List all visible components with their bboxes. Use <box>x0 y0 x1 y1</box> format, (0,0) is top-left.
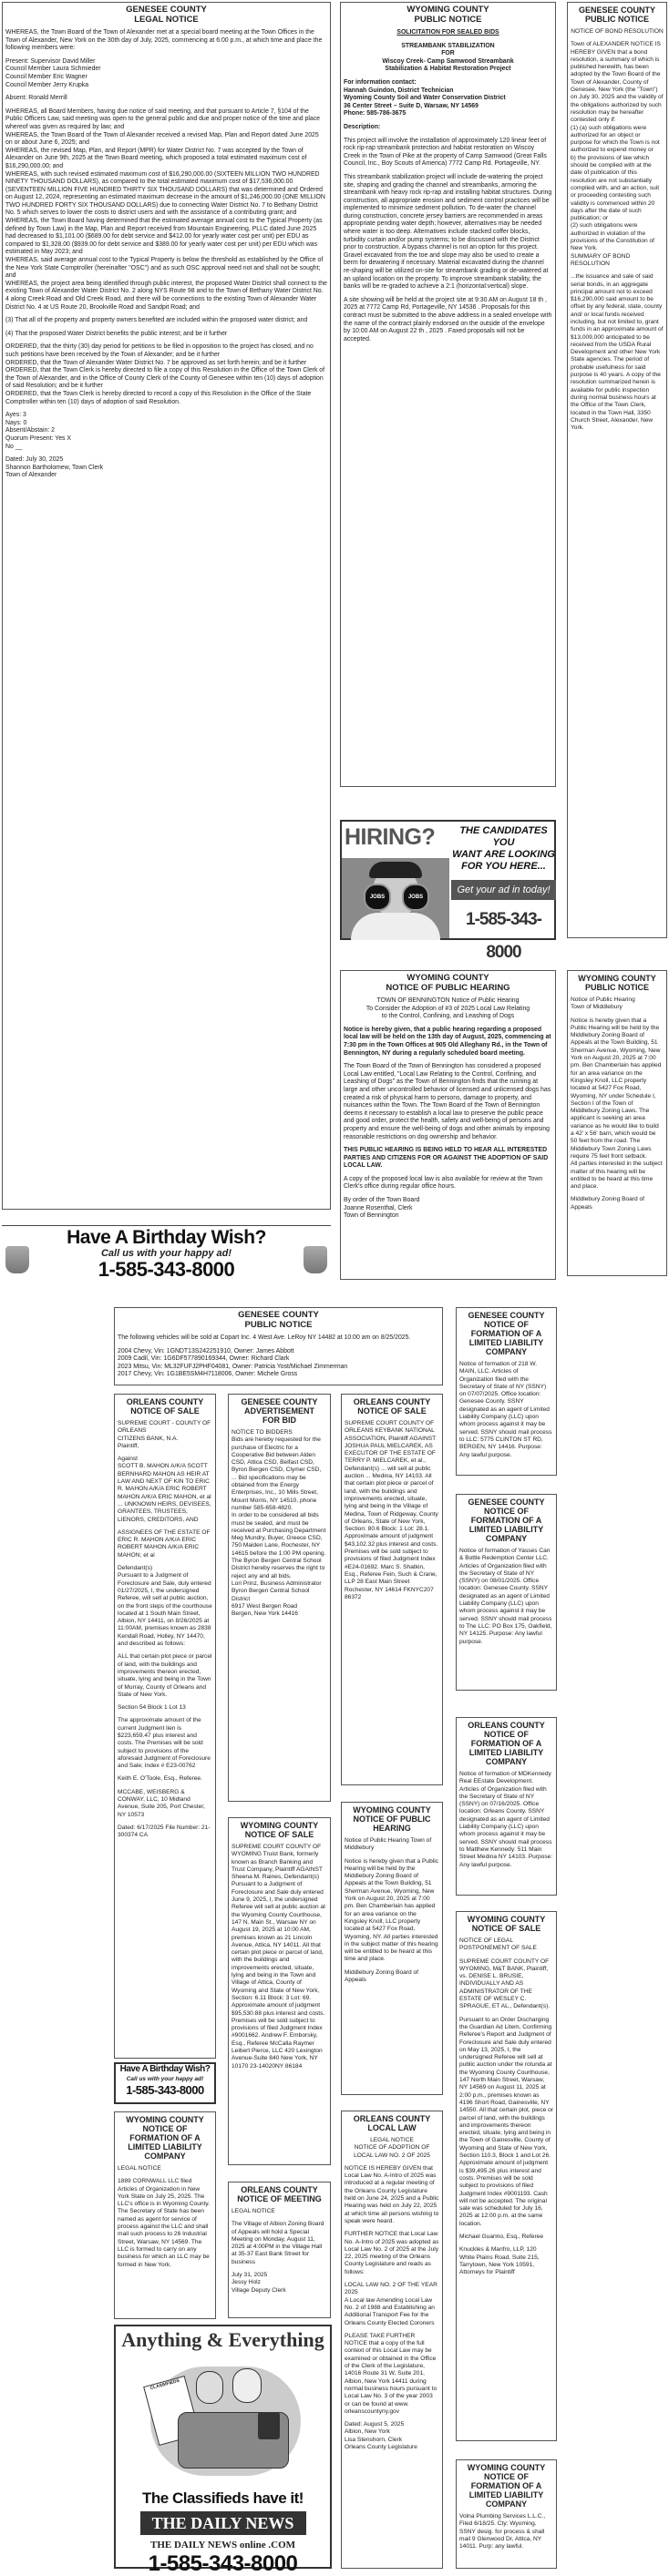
middlebury-public-notice <box>567 970 667 1276</box>
notice-header-line: FORMATION OF A <box>470 1516 542 1525</box>
classifieds-ad-title: Anything & Everything <box>121 2328 324 2351</box>
classifieds-ad-tagline: The Classifieds have it! <box>142 2489 304 2507</box>
llc-218-w-main-notice <box>456 1307 557 1476</box>
notice-header-line: NOTICE OF <box>484 1507 529 1516</box>
notice-paragraph: ORDERED, that the thirty (30) day period for petitions to be filed in opposition to the project has closed, and no such petitions have been received by the Town of Alexander; and be it further ORDERED, that the Town of Alexander Water District No. 7 be approved as set forth herein; and be it further ORDERED, that the Town Clerk is hereby directed to file a copy of this Resolution in the Office of the Town Clerk of the Town of Alexander, and in the Office of County Clerk of the County of Genesee within ten (10) days of adoption of said Resolution; and be it further ORDERED, that the Town Clerk is hereby directed to record a copy of this Resolution in the Office of the State Comptroller within ten (10) days of adoption of said Resolution. <box>5 343 325 405</box>
hiring-ad-cta: Get your ad in today! <box>451 880 556 900</box>
notice-paragraph: A copy of the proposed local law is also available for review at the Town Clerk's office during regular office hours. <box>344 1175 543 1191</box>
notice-header-line: WYOMING COUNTY <box>353 1805 431 1814</box>
notice-header-line: FORMATION OF A <box>470 2481 542 2490</box>
alexander-water-district-notice <box>2 2 331 1210</box>
notice-paragraph: PLEASE TAKE FURTHER NOTICE that a copy of the full context of this Local Law may be examined or obtained in the Office of the Clerk of the Legislature, 14016 Route 31 W, Suite 201, Albion, New York 14411 during normal business hours pursuant to Local Law No. 3 of the year 2003 or can be found at www. orleanscountyny.gov <box>345 2332 437 2415</box>
notice-header <box>459 1721 553 1766</box>
notice-header-line: NOTICE OF SALE <box>244 1830 314 1839</box>
llc-yasses-notice <box>456 1494 557 1691</box>
jobs-lens-left: JOBS <box>364 884 391 911</box>
notice-paragraph: This streambank stabilization project will include de-watering the project site, shaping and grading the channel and streambanks, armoring the streambank with heavy rock rip-rap and installing habitat structures. During construction, all appropriate erosion and sediment control practices will be implemented to minimize sediment pollution. To de-water the channel during construction, concrete jersey barriers are recommended in areas appropriate pending water depth; however, alternatives may be needed where water is too deep. Alternatives include stacked coffer blocks, turbidity curtain and/or pump systems; to be discussed with the District prior to construction. A bypass channel is not an option for this project. Gravel excavated from the toe and slope may also be used to create a berm for dewatering if necessary. Material excavated during the channel re-shaping will be utilized on-site for streambank grading or de-watered at an upland location on the property. To improve streambank stability, the banks will be re-graded to achieve a 2:1 (horizontal:vertical) slope. <box>344 173 552 291</box>
notice-header <box>232 1397 327 1425</box>
hiring-ad-title: HIRING? <box>345 824 436 850</box>
notice-header-line: HEARING <box>373 1824 411 1833</box>
notice-paragraph: NOTICE OF BOND RESOLUTION <box>571 28 664 35</box>
notice-header-line: LIMITED LIABILITY <box>468 1338 544 1347</box>
classifieds-ad-phone: 1-585-343-8000 <box>148 2551 298 2576</box>
notice-header <box>344 974 552 993</box>
classifieds-ad <box>114 2325 332 2576</box>
notice-header-line: NOTICE OF SALE <box>357 1406 427 1416</box>
llc-cornwall-notice <box>114 2111 216 2319</box>
notice-header <box>459 1498 553 1543</box>
notice-header-line: WYOMING COUNTY <box>240 1821 319 1830</box>
birthday-ad-phone: 1-585-343-8000 <box>98 1258 235 1281</box>
notice-header-line: ORLEANS COUNTY <box>126 1397 204 1406</box>
notice-paragraph: Absent: Ronald Merrill <box>5 95 67 102</box>
notice-paragraph: TOWN OF BENNINGTON Notice of Public Hearing To Consider the Adoption of #3 of 2025 Local Law Relating to the Control, Confining, and Leashing of Dogs <box>365 997 530 1020</box>
hiring-ad-line3: FOR YOU HERE... <box>461 861 546 872</box>
notice-header-line: WYOMING COUNTY <box>578 974 656 983</box>
notice-paragraph: Notice is hereby given that a Public Hearing will be held by the Middlebury Zoning Board of Appeals at the Town Building, 51 Sherman Avenue, Wyoming, New York on August 20, 2025 at 7:00 pm. Ben Chamberlain has applied for an area variance on the Kingsley Knoll, LLC property located at 5427 Fox Road, Wyoming, NY under Schedule I, Section I of the Town of Middlebury Zoning Laws. The applicant is seeking an area variance as he would like to build a 42' x 56' barn, which would be 50 feet from the road. The Middlebury Town Zoning Laws require 75 feet front setback. All parties interested in the subject matter of this hearing will be entitled to be heard at this time and place. <box>571 1017 663 1191</box>
bid-advertisement-notice <box>228 1394 331 1802</box>
notice-header-line: PUBLIC NOTICE <box>584 983 649 992</box>
notice-header-line: NOTICE OF MEETING <box>237 2194 322 2203</box>
birthday-ad-subtitle: Call us with your happy ad! <box>100 1248 232 1259</box>
notice-paragraph: ALL that certain plot piece or parcel of land, with the buildings and improvements thereon erected, situate, lying and being in the Town of Murray, County of Orleans and State of New York. <box>118 1653 212 1698</box>
notice-header-line: FORMATION OF A <box>470 1739 542 1748</box>
notice-paragraph: THIS PUBLIC HEARING IS BEING HELD TO HEAR ALL INTERESTED PARTIES AND CITIZENS FOR OR AGAINST THE ADOPTION OF SAID LOCAL LAW. <box>344 1147 549 1170</box>
notice-header-line: GENESEE COUNTY <box>468 1311 545 1320</box>
notice-header-line: ORLEANS COUNTY <box>241 2185 318 2194</box>
bond-resolution-notice <box>567 2 667 938</box>
tablet-icon <box>258 2412 280 2439</box>
notice-paragraph: Notice of formation of Yasses Can & Bottle Redemption Center LLC. Articles of Organization filed with the Secretary of State of NY (SSNY) on 08/01/2025. Office location: Genesee County. SSNY designated as an agent of Limited Liability Company (LLC) upon whom process against it may be served. SSNY should mail process to The LLC: PO Box 175, Oakfield, NY 14125. Purpose: Any lawful purpose. <box>459 1548 552 1645</box>
notice-paragraph: Ayes: 3 Nays: 0 Absent/Abstain: 2 Quorum Present: Yes X No __ <box>5 412 72 450</box>
notice-header-line: GENESEE COUNTY <box>126 5 207 15</box>
notice-header-line: WYOMING COUNTY <box>467 2463 546 2472</box>
notice-paragraph: SUPREME COURT COUNTY OF ORLEANS KEYBANK NATIONAL ASSOCIATION, Plaintiff AGAINST JOSHUA PAUL MIELCAREK, AS EXECUTOR OF THE ESTATE OF TERRY P. MIELCAREK, et al., Defendant(s) ... will sell at public auction ... Medina, NY 14103. All that certain plot piece or parcel of land, with the buildings and improvements erected, situate, lying and being in the Village of Medina, Town of Ridgeway, County of Orleans, State of New York, Section: 80.6 Block: 1 Lot: 28.1. Approximate amount of judgment $43,102.32 plus interest and costs. Premises will be sold subject to provisions of filed Judgment Index #E24-01692. Marc S. Shatkin, Esq., Referee Fein, Such & Crane, LLP 28 East Main Street Rochester, NY 14614 FKNYC207 86372 <box>345 1420 438 1600</box>
notice-paragraph: NOTICE IS HEREBY GIVEN that Local Law No. A-Intro of 2025 was introduced at a regular meeting of the Orleans County Legislature held on June 24, 2025 and a Public Hearing was held on July 22, 2025 at which time all persons wishing to speak were heard. <box>345 2164 439 2224</box>
birthday-ad-phone: 1-585-343-8000 <box>126 2083 204 2097</box>
notice-header-line: GENESEE COUNTY <box>241 1397 318 1406</box>
albion-meeting-notice <box>228 2182 331 2318</box>
notice-header <box>5 5 327 25</box>
hiring-ad-phone: 1-585-343-8000 <box>466 910 541 962</box>
notice-header-line: PUBLIC NOTICE <box>584 15 649 24</box>
notice-header-line: NOTICE OF PUBLIC <box>353 1814 431 1824</box>
notice-paragraph: ...the issuance and sale of said serial bonds, in an aggregate principal amount not to exceed $16,290,000 said amount to be offset by any federal, state, county and/ or local funds received including, but not limited to, grant funds in an approximate amount of $13,009,000 anticipated to be received from the USDA Rural Development and other New York State agencies. The period of probable usefulness for said purpose is 40 years. A copy of the resolution summarized herein is available for public inspection during normal business hours at the Office of the Town Clerk, located in the Town Hall, 3350 Church Street, Alexander, New York. <box>571 273 664 432</box>
notice-header-line: LIMITED LIABILITY <box>468 1525 544 1534</box>
notice-header-line: NOTICE OF SALE <box>471 1924 541 1933</box>
cupcake-icon <box>304 1246 327 1273</box>
mielcarek-sale-notice <box>341 1394 443 1785</box>
mahon-sale-notice <box>114 1394 216 2059</box>
notice-paragraph: Notice is hereby given, that a public hearing regarding a proposed local law will be held on the 13th day of August, 2025, commencing at 7:30 pm in the Town Offices at 905 Old Alleghany Rd., in the Town of Bennington, NY during a regularly scheduled board meeting. <box>344 1026 551 1057</box>
birthday-ad-title: Have A Birthday Wish? <box>119 2064 211 2074</box>
hiring-ad-line2: WANT ARE LOOKING <box>452 849 555 860</box>
orleans-local-law-notice <box>341 2111 443 2569</box>
notice-header-line: WYOMING COUNTY <box>467 1915 546 1924</box>
notice-paragraph: SUPREME COURT COUNTY OF WYOMING, M&T BANK, Plaintiff, vs. DENISE L. BRUSIE, INDIVIDUALLY AND AS ADMINISTRATOR OF THE ESTATE OF WESLEY C. SPRAGUE, ET AL., Defendant(s). <box>459 1958 551 2010</box>
notice-header-line: PUBLIC NOTICE <box>414 14 482 25</box>
llc-volna-notice <box>456 2459 557 2569</box>
middlebury-hearing-notice <box>341 1802 443 2095</box>
notice-paragraph: LEGAL NOTICE <box>232 2208 275 2214</box>
notice-header-line: NOTICE OF <box>484 1730 529 1739</box>
notice-paragraph: This project will involve the installation of approximately 120 linear feet of rock rip-rap streambank protection and habitat restoration on Wiscoy Creek in the Town of Pike at the property of Camp Samwood (Great Falls Council, Inc., Boy Scouts of America) 7772 Camp Rd. Portageville, NY. <box>344 137 547 168</box>
notice-paragraph: Notice of formation of 218 W. MAIN, LLC. Articles of Organization filed with the Secretary of State of NY (SSNY) on 07/07/2025. Office location: Genesee County. SSNY designated as an agent of Limited Liability Company (LLC) upon whom process against it may be served. SSNY should mail process to LLC: 5775 CLINTON ST RD, BERGEN, NY 14416. Purpose: Any lawful purpose. <box>459 1361 552 1458</box>
notice-header-line: WYOMING COUNTY <box>126 2115 204 2124</box>
notice-paragraph: By order of the Town Board Joanne Rosenthal, Clerk Town of Bennington <box>344 1197 420 1220</box>
notice-paragraph: Notice of Public Hearing Town of Middlebury <box>571 997 635 1011</box>
notice-paragraph: Defendant(s) Pursuant to a Judgment of Foreclosure and Sale, duly entered 01/27/2025, I, the undersigned Referee, will sell at public auction, on the front steps of the courthouse located at 1 South Main Street, Albion, NY 14411, on 8/26/2025 at 11:00AM, premises known as 2838 Kendall Road, Holley, NY 14470, and described as follows: <box>118 1565 212 1648</box>
notice-paragraph: A site showing will be held at the project site at 9:30 AM on August 18 th , 2025 at 7772 Camp Rd, Portageville, NY 14536 . Proposals for this contract must be submitted to the above address in a sealed envelope with the name of the contract plainly endorsed on the outside of the envelope by 10:00 AM on August 22 th , 2025 . Faxed proposals will not be accepted. <box>344 296 552 342</box>
notice-header <box>345 1805 439 1833</box>
notice-header <box>571 974 664 992</box>
notice-header-line: LIMITED LIABILITY <box>468 2490 544 2499</box>
notice-header <box>459 1915 553 1933</box>
notice-paragraph: Notice of formation of MDKennedy Real EEstate Development. Articles of Organization filed with the Secretary of State of NY (SSNY) on 07/16/2025. Office location: Orleans County. SSNY designated as an agent of Limited Liability Company (LLC) upon whom process against it may be served. SSNY should mail process to Matthew Kennedy: 511 Main Street Medina NY 14103. Purpose: Any lawful purpose. <box>459 1771 553 1868</box>
notice-header <box>118 1397 212 1416</box>
notice-paragraph: LEGAL NOTICE NOTICE OF ADOPTION OF LOCAL LAW NO. 2 OF 2025 <box>354 2137 430 2159</box>
notice-header-line: ORLEANS COUNTY <box>353 2114 431 2123</box>
notice-header <box>459 2463 553 2509</box>
raines-sale-notice <box>228 1817 331 2165</box>
notice-header-line: LIMITED LIABILITY <box>128 2142 202 2152</box>
daily-news-logo: THE DAILY NEWS <box>140 2511 306 2535</box>
hiring-ad <box>340 820 556 962</box>
notice-paragraph: (4) That the proposed Water District benefits the public interest; and be it further <box>5 330 228 337</box>
notice-paragraph: Section 54 Block 1 Lot 13 <box>118 1704 186 1712</box>
notice-header-line: ORLEANS COUNTY <box>353 1397 431 1406</box>
notice-header-line: COMPANY <box>485 1347 528 1356</box>
notice-header <box>118 1311 439 1330</box>
notice-header-line: GENESEE COUNTY <box>238 1310 319 1320</box>
jobs-lens-right: JOBS <box>402 884 429 911</box>
notice-header-line: NOTICE OF <box>142 2124 188 2133</box>
notice-paragraph: The Village of Albion Zoning Board of Appeals will hold a Special Meeting on Monday, August 11, 2025 at 4:00PM in the Village Hall at 35-37 East Bank Street for business <box>232 2221 324 2265</box>
daily-news-online-logo: THE DAILY NEWS online .COM <box>149 2540 296 2550</box>
notice-paragraph: Dated: July 30, 2025 Shannon Bartholomew, Town Clerk Town of Alexander <box>5 456 104 479</box>
notice-paragraph: The Town Board of the Town of Bennington has considered a proposed Local Law entitled, "Local Law Relating to the Control, Confining, and Leashing of Dogs" as the Town of Bennington finds that the running at large and other uncontrolled behavior of licensed and unlicensed dogs has created a risk of physical harm to persons, damage to property, and nuisances within the Town. The Town Board of the Town of Bennington deems it necessary to establish a local law to preserve the public peace and good order, protect the health, safety and well-being of persons and property and ensure the well-being of dogs and other animals by imposing reasonable restrictions on dog ownership and behavior. <box>344 1063 551 1140</box>
notice-paragraph: WHEREAS, all Board Members, having due notice of said meeting, and that pursuant to Article 7, §104 of the Public Officers Law, said meeting was open to the general public and due and proper notice of the time and place whereof was given as required by law; and WHEREAS, the Town Board of the Town of Alexander received a revised Map, Plan and Report dated June 2025 on or about June 6, 2025; and WHEREAS, the revised Map, Plan, and Report (MPR) for Water District No. 7 was accepted by the Town of Alexander on June 9th, 2025 at the Town Board meeting, which proposed a total estimated maximum cost of $16,290,000.00; and WHEREAS, with such revised estimated maximum cost of $16,290,000.00 (SIXTEEN MILLION TWO HUNDRED NINETY THOUSAND DOLLARS), as compared to the total estimated maximum cost of $17,536,000.00 (SEVENTEEN MILLION FIVE HUNDRED THIRTY SIX THOUSAND DOLLARS) that was determined and Ordered on August 12, 2024, representing an estimated maximum decrease in the amount of $1,246,000.00 (ONE MILLION TWO HUNDRED FORTY SIX THOUSAND DOLLARS) due to connecting Water District No. 7 to Bethany District No. 5 which serves to lower the costs to district users and with the assistance of a contributing grant; and WHEREAS, the Town Board having determined that the estimated average annual cost to the Typical Property (as defined by Town Law) in the Map, Plan and Report received from Mountain Engineering, PLLC dated June 2025 had decreased to $1,101.00 ($689.00 for debt service and $412.00 for yearly water cost per unit) per EDU as compared to $1,328.00 ($939.00 for debt service and $389.00 for yearly water cost per unit) per EDU which was estimated in May 2023; and WHEREAS, said average annual cost to the Typical Property is below the threshold as established by the Office of the New York State Comptroller (hereinafter "OSC") and as such OSC approval need not and shall not be sought; and WHEREAS, the project area being identified through public interest, the proposed Water District shall connect to the existing Town of Alexander Water District No. 2 along NYS Route 98 and to the Town of Bethany Water District No. 4 along Creek Road and Old Creek Road, and there will be connections to the existing Town of Alexander Water District No. 4 at US Route 20, Brookville Road and Sandpit Road; and <box>5 107 327 311</box>
notice-paragraph: Michael Guarino, Esq., Referee <box>459 2233 543 2240</box>
couple-reading-illustration <box>141 2357 305 2485</box>
notice-paragraph: NOTICE TO BIDDERS Bids are hereby requested for the purchase of Electric for a Cooperative Bid between Alden CSD, Attica CSD, Belfast CSD, Byron Bergen CSD, Clymer CSD, ... Bid specifications may be obtained from the Energy Enterprises, Inc., 10 Mills Street, Mount Morris, NY 14510, phone number 585-658-4820. In order to be considered all bids must be sealed, and must be received at Purchasing Department Meg Mundry, Buyer, Greece CSD, 750 Maiden Lane, Rochester, NY 14615 before the 1:00 PM opening. The Byron Bergen Central School District hereby reserves the right to reject any and all bids. Lori Prinz, Business Administrator Byron Bergen Central School District 6917 West Bergen Road Bergen, New York 14416 <box>232 1429 326 1618</box>
notice-paragraph: LOCAL LAW NO. 2 OF THE YEAR 2025 A Local law Amending Local Law No. 2 of 1988 and Establishing an Additional Transport Fee for the Orleans County Elected Coroners <box>345 2282 437 2326</box>
cupcake-icon <box>5 1246 29 1273</box>
notice-paragraph: STREAMBANK STABILIZATION FOR Wiscoy Creek- Camp Samwood Streambank Stabilization & Habitat Restoration Project <box>382 42 514 73</box>
notice-paragraph: NOTICE OF LEGAL POSTPONEMENT OF SALE <box>459 1937 537 1952</box>
notice-header-line: ORLEANS COUNTY <box>468 1721 545 1730</box>
notice-paragraph: (3) That all of the property and property owners benefited are included within the proposed water district; and <box>5 317 308 324</box>
notice-header-line: COMPANY <box>485 1534 528 1543</box>
notice-header-line: LEGAL NOTICE <box>134 14 199 25</box>
notice-header <box>232 2185 327 2203</box>
notice-paragraph: For information contact: Hannah Guindon, District Technician Wyoming County Soil and Water Conservation District 36 Center Street – Suite D, Warsaw, NY 14569 Phone: 585-786-3675 <box>344 78 506 118</box>
notice-paragraph: Keith E. O'Toole, Esq., Referee. <box>118 1775 202 1783</box>
notice-header-line: PUBLIC NOTICE <box>244 1319 313 1330</box>
notice-header-line: NOTICE OF <box>484 2472 529 2481</box>
notice-header-line: LOCAL LAW <box>367 2123 417 2132</box>
notice-paragraph: Middlebury Zoning Board of Appeals <box>345 1968 419 1984</box>
bennington-hearing-notice <box>340 970 556 1280</box>
notice-header-line: FORMATION OF A <box>129 2133 201 2142</box>
notice-paragraph: Dated: August 5, 2025 Albion, New York Lisa Stenshorn, Clerk Orleans County Legislature <box>345 2421 417 2450</box>
notice-paragraph: Pursuant to an Order Discharging the Guardian Ad Litem, Confirming Referee's Report and Judgment of Foreclosure and Sale duly entered on May 13, 2025, I, the undersigned Referee will sell at public auction under the rotunda at the Wyoming County Courthouse, 147 North Main Street, Warsaw, NY 14569 on August 11, 2025 at 2:00 p.m., premises known as 4196 Short Road, Gainesville, NY 14550. All that certain plot, piece or parcel of land, with the buildings and improvements thereon erected, situate, lying and being in the Town of Gainesville, County of Wyoming and State of New York, Section 110.3, Block 1 and Lot 26. Approximate amount of judgment is $39,495.26 plus interest and costs. Premises will be sold subject to provisions of filed Judgment Index #9001193. Cash will not be accepted. The original sale was scheduled for July 16, 2025 at 12:00 p.m. at the same location. <box>459 2016 554 2227</box>
newspaper-icon: CLASSIFIEDS <box>143 2376 201 2446</box>
notice-paragraph: The following vehicles will be sold at Copart Inc. 4 West Ave. LeRoy NY 14482 at 10:00 am on 8/25/2025. <box>118 1334 411 1341</box>
notice-paragraph: Knuckles & Manfro, LLP, 120 White Plains Road, Suite 215, Tarrytown, New York 10591, Attorneys for Plaintiff <box>459 2246 540 2276</box>
notice-paragraph: LEGAL NOTICE <box>118 2165 161 2172</box>
notice-header <box>345 1397 439 1416</box>
binoculars-person-illustration <box>342 858 449 938</box>
notice-paragraph: Notice of Public Hearing Town of Middlebury <box>345 1837 432 1852</box>
notice-paragraph: SUPREME COURT COUNTY OF WYOMING Truist Bank, formerly known as Branch Banking and Trust Company, Plaintiff AGAINST Sheena M. Raines, Defendant(s) Pursuant to a Judgment of Foreclosure and Sale duly entered June 9, 2025, I, the undersigned Referee will sell at public auction at the Wyoming County Courthouse, 147 N. Main St., Warsaw NY on August 19, 2025 at 10:00 AM, premises known as 21 Lincoln Avenue, Attica, NY 14011. All that certain plot piece or parcel of land, with the buildings and improvements erected, situate, lying and being in the Town and Village of Attica, County of Wyoming and State of New York, Section: 6.11 Block: 3 Lot: 69. Approximate amount of judgment $95,530.88 plus interest and costs. Premises will be sold subject to provisions of filed Judgment Index #9001662. Andrew F. Emborsky, Esq., Referee McCalla Raymer Leibert Pierce, LLC 420 Lexington Avenue-Suite 840 New York, NY 10170 23-14020NY 86184 <box>232 1844 325 2070</box>
notice-header-line: FOR BID <box>262 1416 296 1425</box>
notice-paragraph: WHEREAS, the Town Board of the Town of Alexander met at a special board meeting at the Town Offices in the Town of Alexander, New York on the 30th day of July, 2025, commencing at 6:00 p.m., at which time and place the following members were: <box>5 29 323 52</box>
notice-header-line: GENESEE COUNTY <box>468 1498 545 1507</box>
notice-paragraph: The approximate amount of the current Judgment lien is $223,659.47 plus interest and costs. The Premises will be sold subject to provisions of the aforesaid Judgment of Foreclosure and Sale; Index # E23-00762 <box>118 1717 211 1770</box>
notice-paragraph: Town of ALEXANDER NOTICE IS HEREBY GIVEN that a bond resolution, a summary of which is published herewith, has been adopted by the Town Board of the Town of Alexander, County of Genesee, New York (the "Town") on July 30, 2025 and the validity of the obligations authorized by such resolution may be hereafter contested only if: (1) (a) such obligations were authorized for an object or purpose for which the Town is not authorized to expend money or b) the provisions of law which should be complied with at the date of publication of this resolution are not substantially complied with, and an action, suit or proceeding contesting such validity is commenced within 20 days after the date of such publication; or (2) such obligations were authorized in violation of the provisions of the Constitution of New York. SUMMARY OF BOND RESOLUTION <box>571 41 664 267</box>
notice-header-line: COMPANY <box>485 1757 528 1766</box>
notice-header-line: COMPANY <box>485 2499 528 2509</box>
notice-header-line: ADVERTISEMENT <box>243 1406 314 1416</box>
notice-header <box>345 2114 439 2132</box>
notice-header <box>344 5 552 25</box>
birthday-ad-large <box>2 1225 331 1282</box>
notice-paragraph: ASSIGNEES OF THE ESTATE OF ERIC R. MAHON A/K/A ERIC ROBERT MAHON A/K/A ERIC MAHON; et al <box>118 1528 211 1559</box>
notice-header <box>118 2115 212 2161</box>
notice-header-line: LIMITED LIABILITY <box>468 1748 544 1757</box>
notice-header-line: FORMATION OF A <box>470 1329 542 1338</box>
notice-header <box>459 1311 553 1356</box>
vehicle-sale-notice <box>114 1307 443 1385</box>
llc-mdkennedy-notice <box>456 1717 557 1896</box>
notice-paragraph: Against SCOTT B. MAHON A/K/A SCOTT BERNHARD MAHON AS HEIR AT LAW AND NEXT OF KIN TO ERIC R. MAHON A/K/A ERIC ROBERT MAHON A/K/A ERIC MAHON, et al ... UNKNOWN HEIRS, DEVISEES, GRANTEES, TRUSTEES, LIENORS, CREDITORS, AND <box>118 1456 211 1523</box>
notice-paragraph: 2004 Chevy, Vin: 1GNDT13S242251910, Owner: James Abbott 2009 Cadil, Vin: 1G6DF577890169344, Owner: Richard Clark 2023 Mitsu, Vin: ML32FUFJ2PHF04081, Owner: Patricia Yost/Michael Zimmerman 2017 Chevy, Vin: 1G1BE5SM4H7118006, Owner: Michele Gross <box>118 1347 348 1378</box>
notice-paragraph: Dated: 6/17/2025 File Number: 21-300374 CA <box>118 1824 211 1839</box>
streambank-bids-notice <box>340 2 556 787</box>
notice-header <box>571 5 664 24</box>
notice-paragraph: 1889 CORNWALL LLC filed Articles of Organization in New York State on July 25, 2025. The LLC's office is in Wyoming County. The Secretary of State has been named as agent for service of process against the LLC and shall mail such process to 26 Industrial Street, Warsaw, NY 14569. The LLC is formed to carry on any business for which an LLC may be formed in New York. <box>118 2178 211 2268</box>
notice-paragraph: Present: Supervisor David Miller Council Member Laura Schmieder Council Member Eric Wagner Council Member Jerry Krupka <box>5 57 101 88</box>
birthday-ad-title: Have A Birthday Wish? <box>67 1227 266 1248</box>
notice-paragraph: MCCABE, WEISBERG & CONWAY, LLC, 10 Midland Avenue, Suite 205, Port Chester, NY 10573 <box>118 1788 205 1818</box>
notice-paragraph: Description: <box>344 123 381 130</box>
notice-paragraph: Middlebury Zoning Board of Appeals <box>571 1196 645 1211</box>
notice-paragraph: SOLICITATION FOR SEALED BIDS <box>396 29 499 36</box>
notice-header-line: COMPANY <box>144 2152 186 2161</box>
notice-paragraph: Notice is hereby given that a Public Hearing will be held by the Middlebury Zoning Board of Appeals at the Town Building, 51 Sherman Avenue, Wyoming, New York on August 20, 2025 at 7:00 pm. Ben Chamberlain has applied for an area variance on the Kingsley Knoll, LLC property located at 5427 Fox Road, Wyoming, NY. All parties interested in the subject matter of this hearing will be entitled to be heard at this time and place. <box>345 1857 438 1963</box>
birthday-ad-small <box>114 2062 216 2104</box>
notice-paragraph: Volna Plumbing Services L.L.C., Filed 6/18/25. Cty: Wyoming. SSNY desig. for process & shall mail 9 Glenwood Dr, Attica, NY 14011. Purp: any lawful. <box>459 2513 546 2550</box>
hiring-ad-line1: THE CANDIDATES YOU <box>459 825 548 848</box>
notice-header <box>232 1821 327 1839</box>
notice-header-line: WYOMING COUNTY <box>407 973 489 983</box>
notice-paragraph: SUPREME COURT - COUNTY OF ORLEANS CITIZENS BANK, N.A. Plaintiff, <box>118 1420 211 1449</box>
notice-paragraph: July 31, 2025 Jessy Holz Village Deputy Clerk <box>232 2272 286 2294</box>
notice-header-line: WYOMING COUNTY <box>407 5 489 15</box>
notice-paragraph: FURTHER NOTICE that Local Law No. A-Intro of 2025 was adopted as Local Law No. 2 of 2025 at the July 22, 2025 meeting of the Orleans County Legislature and reads as follows: <box>345 2231 439 2275</box>
notice-header-line: NOTICE OF SALE <box>130 1406 200 1416</box>
notice-header-line: GENESEE COUNTY <box>578 5 655 15</box>
brusie-sale-notice <box>456 1911 557 2441</box>
notice-header-line: NOTICE OF <box>484 1320 529 1329</box>
notice-header-line: NOTICE OF PUBLIC HEARING <box>386 982 510 993</box>
birthday-ad-subtitle: Call us with your happy ad! <box>126 2076 204 2082</box>
